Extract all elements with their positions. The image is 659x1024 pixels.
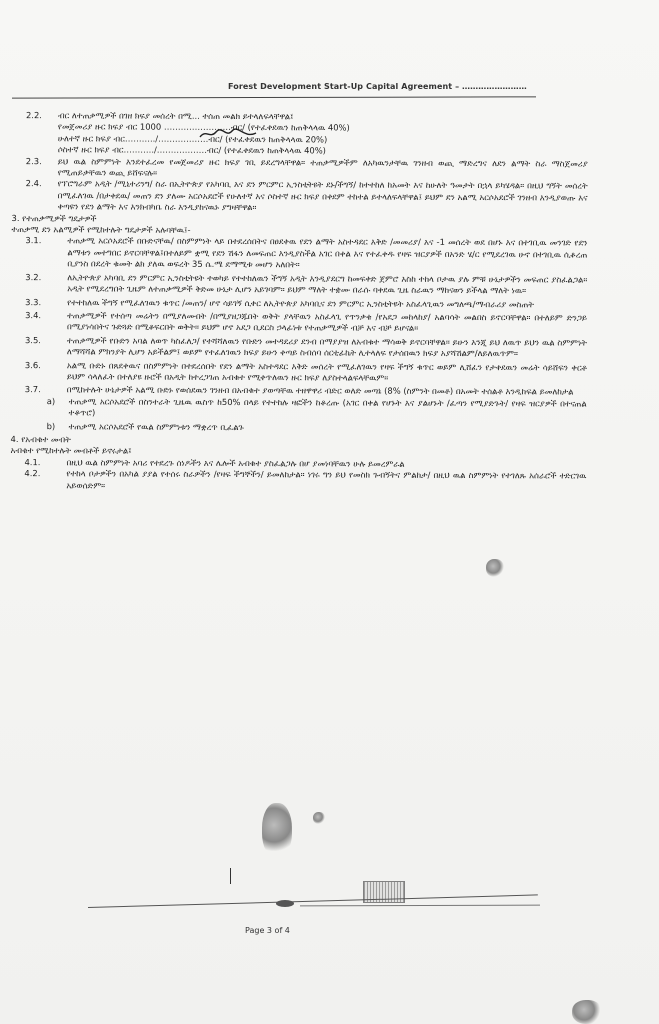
section-2-2-line-3: ሁለተኛ ዙር ክፍያ ብር………../………………ብር/ (የተፈቀደዉን ከጠቅላላዉ 20%): [57, 133, 328, 145]
list-marker: a): [46, 395, 56, 406]
section-number: 3.6.: [24, 359, 41, 370]
footer-divider: [300, 905, 540, 907]
list-text: ተጠቃሚ አርሶአደሮች የዉል ስምምነቱን ማቋረጥ ቢፈልጉ: [68, 420, 244, 432]
section-number: 3.: [11, 212, 20, 223]
section-2-2-line-2: የመጀመሪያ ዙር ክፍያ ብር 1000 ……………………ብር/ (የተፈቀደዉን ከጠቅላላዉ 40%): [57, 121, 350, 133]
section-title: የተጠቃሚዎች ግዴታዎች: [22, 212, 97, 224]
page-number: Page 3 of 4: [245, 926, 290, 935]
section-text: በዚህ ዉል ስምምነት አባሪ የተደረጉ ሰነዶችን እና ሌሎች አብቁተ ያስፈልጋሉ በሆ ያመነባቸዉን ሁሉ ይመረምራል: [66, 457, 405, 469]
section-2-2-line-4: ሶስተኛ ዙር ክፍያ ብር………../………………ብር/ (የተፈቀደዉን ከጠቅላላዉ 40%): [57, 144, 326, 156]
section-4-intro: አብቁተ የሚከተሉት መብቶች ይኖሩታል፤: [10, 445, 132, 456]
section-3-intro: ተጠቃሚ ደን አልሚዎች የሚከተሉት ግዴታዎች አሉባቸዉ፤-: [11, 224, 191, 235]
section-number: 3.2.: [25, 271, 42, 282]
section-3-2: [7, 272, 587, 297]
section-text: ይህ ዉል ስምምነት እንደተፈረመ የመጀመሪያ ዙር ክፍያ ገቢ ይደረግላቸዋል። ተጠቃሚዎችም ለአካዉንታቸዉ ገንዘብ ወጪ ማድረግና ለደን ልማት ስራ ማስጀመሪያ የሚጠይቃቸዉን ወጪ ይሸፍናሉ።: [57, 155, 588, 178]
section-number: 3.3.: [25, 296, 42, 307]
section-3-1: [7, 235, 587, 272]
list-marker: b): [46, 420, 56, 431]
section-text: ብር ለተጠቃሚዎች በገዘ ክፍያ መሰረት በሚ... ተሰጠ መልክ ይተላለፍላቸዋል፤: [57, 110, 294, 122]
section-3-7-a: [7, 396, 587, 421]
section-text: ተጠቃሚዎች የቡድን አባል ለወጥ ካስፈለጋ/ የተሻሻለዉን የቡድን መተዳደሪያ ደንብ በማያያዝ ለአብቁተ ማሳወቅ ይኖርባቸዋል። ይሁን እንጂ ይህ ለዉጥ ይህን ዉል ስምምነት ለማሻሻል ምክንያት ሊሆን አይችልም፤ ወይም የተፈለገዉን ክፍያ ይሁን ቀጣይ ስብሰባ ሰርቲፊኬት ሊተላለፍ የታሰበዉን ክፍያ አያሻሽልም/ለይለዉጥም።: [66, 334, 588, 359]
section-text: የፕሮግራም አዲት /ሚኒተሪንግ/ ስራ በኢትዮጵያ የአካባቢ እና ደን ምርምር ኢንስቲትዩት ደኑ/ችግኝ/ ከተተከለ ከአመት እና ከሁለት ዓመታት በኋላ ይካሄዳል። በዚህ ግኝት መሰረት በሚፈለገዉ /በታቀደዉ/ መጠን ደን ያለሙ አርሶአደሮች የሁለተኛ እና ሶስተኛ ዙር ክፍያ በቀደም ተከተል ይተላለፍላቸዋል፤ ይህም ደን አልሚ አርሶአደሮች ገንዘብ እንዲያወጡ እና ቀጣዩን የደን ልማት እና እንክብካቤ ስራ እንዲያከናዉኑ ያግዛቸዋል።: [57, 178, 588, 213]
footer-ornament-icon: [276, 900, 294, 907]
section-text: ለኢትዮጵያ አካባቢ ደን ምርምር ኢንስቲትዩት ተወካይ የተተከለዉን ችግኝ አዲት እንዲያደርግ ከመፍቀድ ጀምሮ እስከ ተከላ ቦታዉ ያሉ ምቹ ሁኔታዎችን መፍጠር ያስፈልጋል። አዲት የሚደረግበት ጊዜም ለተጠቃሚዎች ቅድመ ሁኔታ ሊሆን አይገባም። ይህም ማለት ተቋሙ በራሱ ባቀደዉ ጊዜ ስራዉን ማከናወን ይችላል ማለት ነዉ።: [67, 271, 588, 296]
section-number: 2.2.: [25, 110, 42, 121]
section-text: የተከላ ቦታዎችን በአካል ያያል የተሰሩ ስራዎችን /የዛፍ ችግኞችን/ ይመለከታል። ነገሩ ግን ይህ የመስክ ጉብኝትና ምልከታ/ በዚህ ዉል ስምምነት የተገለጹ አሰራሮች ተድርገዉ አይወሰድም።: [66, 468, 587, 491]
ink-blot-icon: [262, 803, 292, 858]
section-text: የተተከለዉ ችግኝ የሚፈለገዉን ቁጥር /መጠን/ ሆኖ ሳይገኝ ሲቀር ለኢትዮጵያ አካባቢና ደን ምርምር ኢንስቲትዩት አስፈላጊዉን መግለጫ/ማብራሪያ መስጠት: [67, 296, 534, 309]
section-3-5: [7, 335, 587, 360]
section-text: ተጠቃሚዎች የተሰጣ መሬትን በሚያለሙበት /በሚያዘጋጁበት ወቅት ያላቸዉን አስፈላጊ የጥንቃቄ /የአደጋ መከላከያ/ አልባሳት መልበስ ይኖርባቸዋል። በተለይም ድንጋይ በሚያነሳበትና ጉድጓድ በሚቆፍርበት ወቅት። ይህም ሆኖ አደጋ ቢደርስ ኃላፊነቱ የተጠቃሚዎች ብቻ እና ብቻ ይሆናል።: [67, 310, 588, 334]
section-3-6: [7, 360, 587, 385]
list-text: ተጠቃሚ አርሶአደሮች በስንተራት ጊዜዉ ዉስጥ ከ50% በላይ የተተከሉ ዛፎችን ከቆረጡ (አገር በቀል የሆኑት እና ያልሆኑት /ፈጣን የሚያድጉት/ የዛፍ ዝርያዎች በተናጠል ተቆጥሮ): [68, 396, 587, 418]
section-text: በሚከተሉት ሁኔታዎች አልሚ ቡድኑ የወሰደዉን ገንዘብ በአብቁተ ያወጣቸዉ ተዘዋዋሪ ብድር ወለድ መጣኔ (8% (ስምንት በመቶ) በአመት ተሰልቶ እንዲከፍል ይመለከታል: [66, 384, 574, 397]
section-text: አልሚ ቡድኑ በጸደቀዉና በስምምነት በተደረሰበት የደን ልማት አስተዳደር እቅድ መሰረት የሚፈለገዉን የዛፍ ችግኝ ቁጥር ወይም ሊሸፈን የታቀደዉን መሬት ሳይሸፍን ቀርቶ ይህም ሳላለፈት በተለያዩ ዙሮች በአዲት ከተረጋገጠ አብቁተ የሚቀጥለዉን ዙር ክፍያ ለያስተላልፍላቸዉም።: [66, 359, 587, 383]
section-number: 3.7.: [24, 384, 41, 395]
section-number: 4.1.: [24, 456, 41, 467]
page-header: Forest Development Start-Up Capital Agreement – ……………………: [228, 82, 527, 91]
section-number: 3.1.: [25, 235, 42, 246]
ink-blot-icon: [486, 559, 504, 577]
section-text: ተጠቃሚ አርሶአደሮች በቡድናቸዉ/ በስምምነት ላይ በተደረሰበትና በፀደቀዉ የደን ልማት አስተዳደር እቅድ /መመሪያ/ እና -1 መሰረት ወደ በሆኑ እና በተገቢዉ መንገድ የደን ልማቱን መተግበር ይኖርባቸዋል፤በተለይም ቋሚ የደን ሽፋን ለመፍጠር እንዲያስችል አገር በቀል እና የተፈቀዱ የዛፍ ዝርያዎች በአንድ ሄ/ር የሚደረገዉ ሁኖ በተገቢዉ ሲቆረጠ ቢያንስ በደረት ቁመት ልክ ያለዉ ወፍረት 35 ሴ.ሜ ደማሚቱ መሆን አለበት።: [67, 235, 588, 270]
section-number: 2.4.: [25, 178, 42, 189]
ink-blot-icon: [572, 1000, 602, 1024]
section-number: 3.5.: [24, 334, 42, 345]
agreement-body: [6, 110, 588, 494]
section-number: 3.4.: [25, 309, 42, 321]
section-number: 4.: [10, 433, 19, 445]
ink-blot-icon: [313, 812, 325, 824]
section-title: የአብቁተ መብት: [21, 434, 71, 445]
section-number: 4.2.: [24, 468, 41, 479]
section-number: 2.3.: [25, 155, 42, 166]
pen-mark: [230, 868, 241, 884]
section-2-3: [8, 156, 588, 181]
section-4-2: [6, 468, 586, 493]
section-2-4: [8, 178, 588, 215]
header-divider: [12, 96, 536, 98]
section-3-4: [7, 310, 587, 335]
